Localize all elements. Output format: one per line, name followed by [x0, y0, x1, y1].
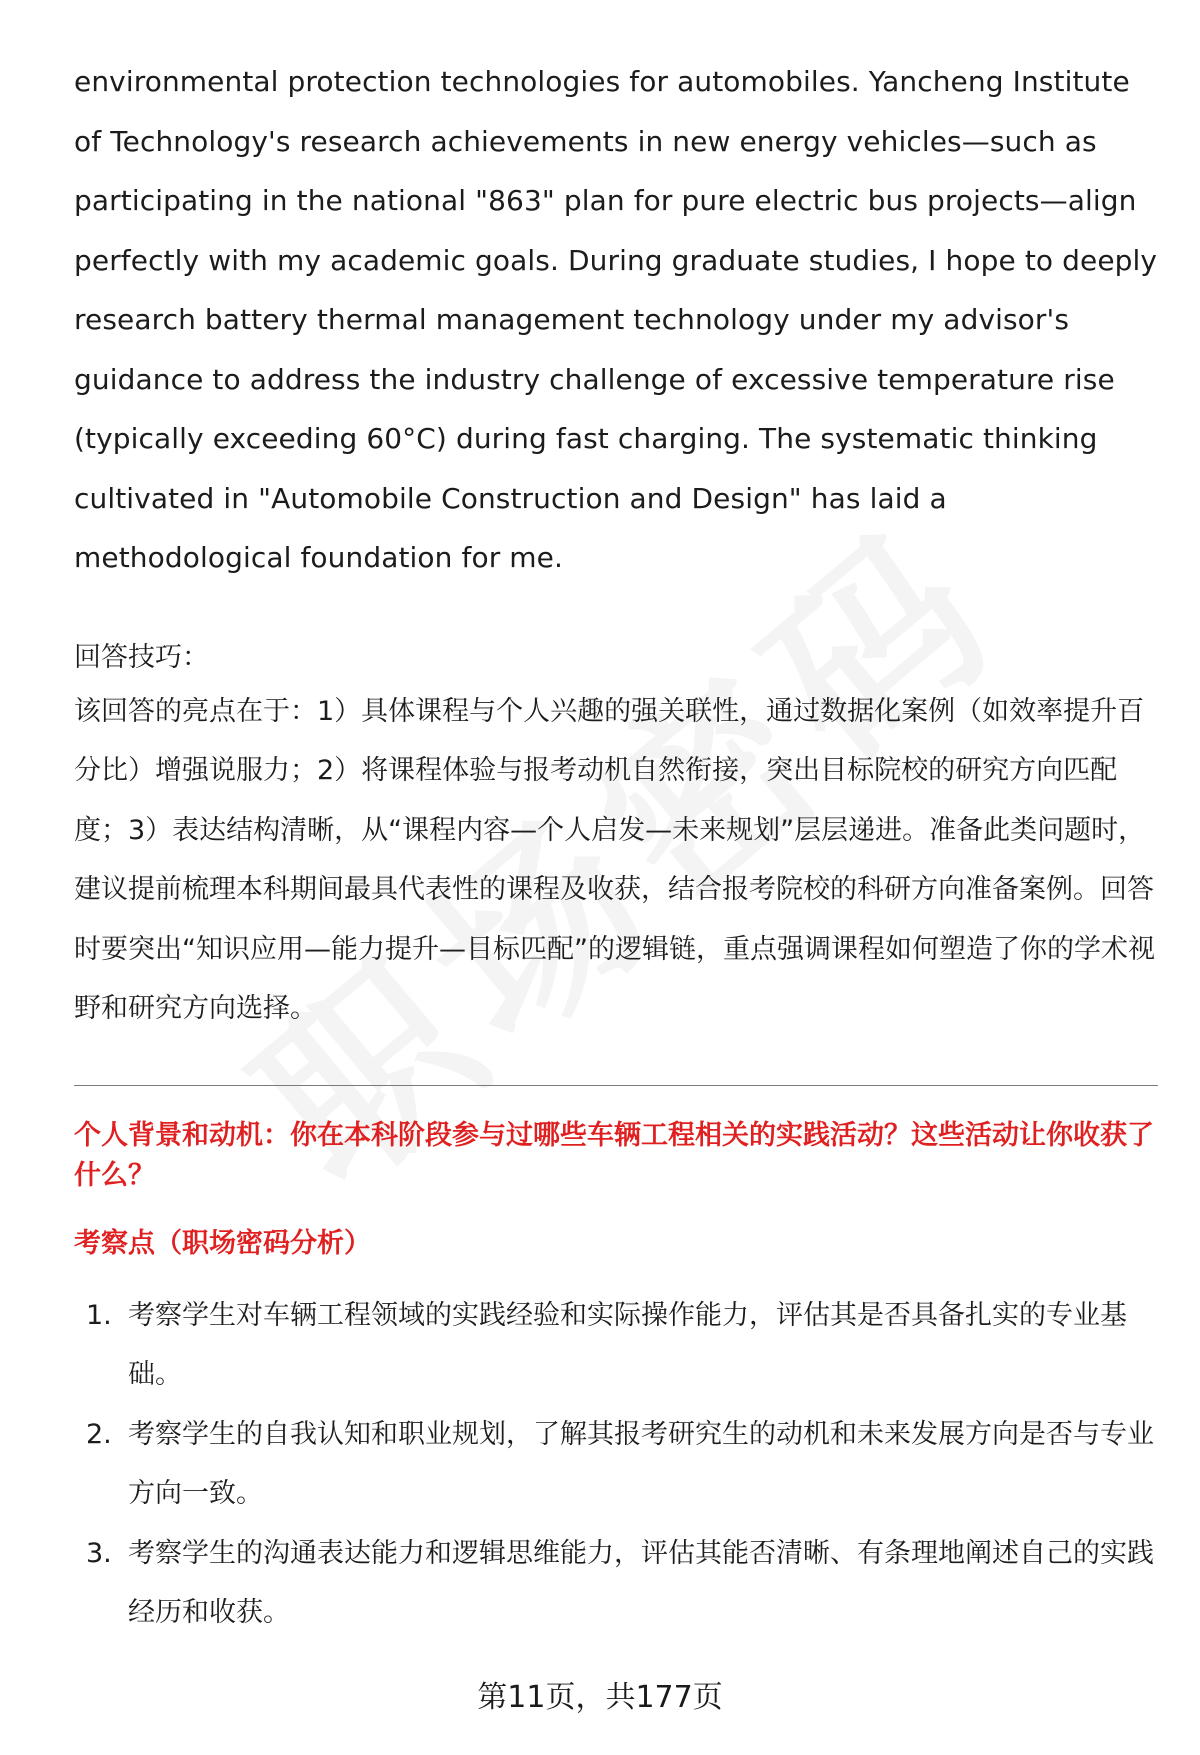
assessment-list — [74, 1286, 1158, 1643]
list-item-text: 考察学生对车辆工程领域的实践经验和实际操作能力，评估其是否具备扎实的专业基础。 — [128, 1299, 1127, 1390]
assessment-title: 考察点（职场密码分析） — [74, 1227, 371, 1259]
list-item-number: 3. — [86, 1537, 112, 1569]
list-item — [74, 1524, 1158, 1643]
answer-tips-text: 该回答的亮点在于：1）具体课程与个人兴趣的强关联性，通过数据化案例（如效率提升百分比）增强说服力；2）将课程体验与报考动机自然衔接，突出目标院校的研究方向匹配度；3）表达结构清晰，从“课程内容—个人启发—未来规划”层层递进。准备此类问题时，建议提前梳理本科期间最具代表性的课程及收获，结合报考院校的科研方向准备案例。回答时要突出“知识应用—能力提升—目标匹配”的逻辑链，重点强调课程如何塑造了你的学术视野和研究方向选择。 — [74, 695, 1155, 1024]
list-item-number: 2. — [86, 1418, 112, 1450]
list-item — [74, 1286, 1158, 1405]
list-item-number: 1. — [86, 1299, 112, 1331]
question-heading: 个人背景和动机：你在本科阶段参与过哪些车辆工程相关的实践活动？这些活动让你收获了什么？ — [74, 1119, 1154, 1191]
page-footer: 第11页，共177页 — [477, 1680, 723, 1715]
list-item-text: 考察学生的沟通表达能力和逻辑思维能力，评估其能否清晰、有条理地阐述自己的实践经历和收获。 — [128, 1537, 1154, 1628]
page-content — [74, 52, 1158, 1643]
list-item — [74, 1405, 1158, 1524]
body-paragraph: environmental protection technologies for automobiles. Yancheng Institute of Technology's research achievements in new energy vehicles—such as participating in the national "863" plan for pure electric bus projects—align perfectly with my academic goals. During graduate studies, I hope to deeply research battery thermal management technology under my advisor's guidance to address the industry challenge of excessive temperature rise (typically exceeding 60°C) during fast charging. The systematic thinking cultivated in "Automobile Construction and Design" has laid a methodological foundation for me. — [74, 65, 1158, 574]
section-divider — [74, 1085, 1158, 1086]
answer-tips-label: 回答技巧： — [74, 641, 209, 673]
list-item-text: 考察学生的自我认知和职业规划，了解其报考研究生的动机和未来发展方向是否与专业方向一致。 — [128, 1418, 1154, 1509]
